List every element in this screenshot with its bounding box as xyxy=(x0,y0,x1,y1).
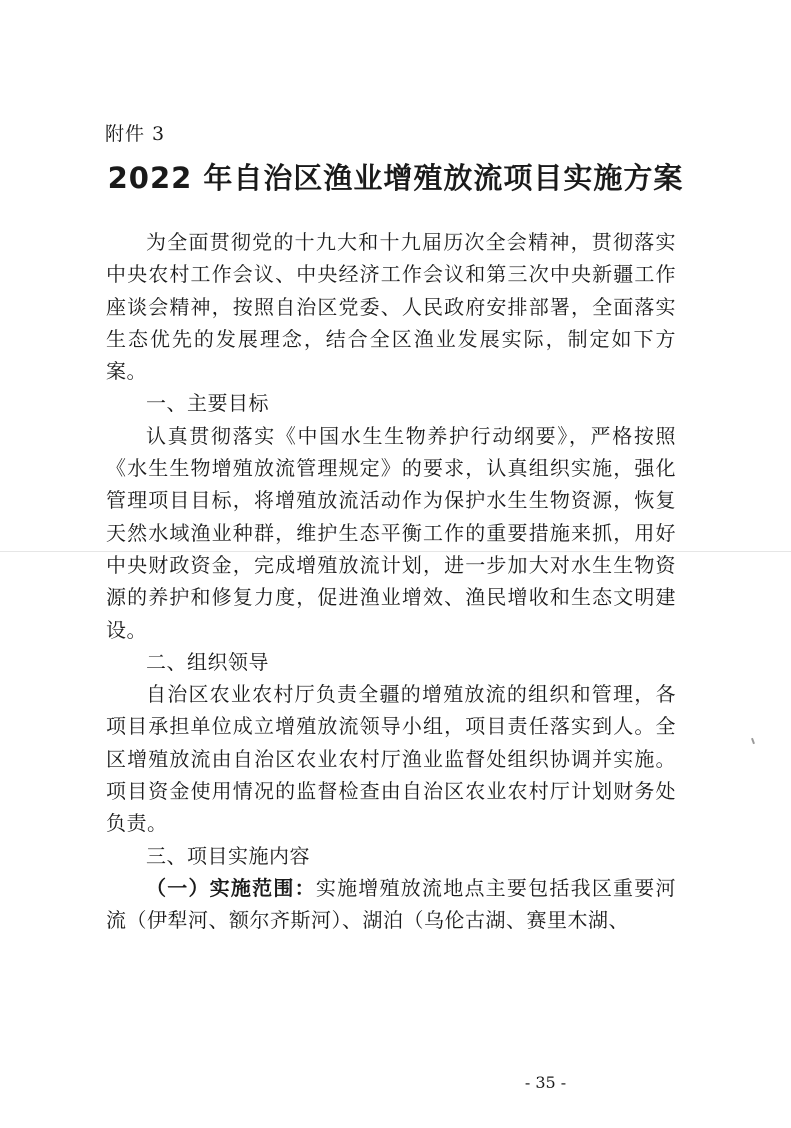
section-paragraph-leadership: 自治区农业农村厅负责全疆的增殖放流的组织和管理，各项目承担单位成立增殖放流领导小组，项目责任落实到人。全区增殖放流由自治区农业农村厅渔业监督处组织协调并实施。项目资金使用情况的监督检查由自治区农业农村厅计划财务处负责。 xyxy=(106,682,676,836)
scope-text: 实施增殖放流地点主要包括我区重要河流（伊犁河、额尔齐斯河）、湖泊（乌伦古湖、赛里木湖、 xyxy=(106,875,677,933)
scan-artifact-mark xyxy=(751,738,755,744)
intro-paragraph: 为全面贯彻党的十九大和十九届历次全会精神，贯彻落实中央农村工作会议、中央经济工作会议和第三次中央新疆工作座谈会精神，按照自治区党委、人民政府安排部署，全面落实生态优先的发展理念，结合全区渔业发展实际，制定如下方案。 xyxy=(106,230,676,384)
section-heading-content: 三、项目实施内容 xyxy=(146,843,310,868)
section-paragraph-scope xyxy=(106,872,676,937)
document-title: 2022 年自治区渔业增殖放流项目实施方案 xyxy=(107,161,684,195)
section-paragraph-goals: 认真贯彻落实《中国水生生物养护行动纲要》，严格按照《水生生物增殖放流管理规定》的要求，认真组织实施，强化管理项目目标，将增殖放流活动作为保护水生生物资源，恢复天然水域渔业种群，维护生态平衡工作的重要措施来抓，用好中央财政资金，完成增殖放流计划，进一步加大对水生生物资源的养护和修复力度，促进渔业增效、渔民增收和生态文明建设。 xyxy=(106,423,676,642)
document-body xyxy=(106,226,676,937)
section-heading-goals: 一、主要目标 xyxy=(146,391,269,416)
scope-label: （一）实施范围： xyxy=(146,875,316,900)
attachment-label: 附件 3 xyxy=(105,123,166,145)
page-number: - 35 - xyxy=(524,1073,567,1092)
section-heading-leadership: 二、组织领导 xyxy=(146,649,269,674)
